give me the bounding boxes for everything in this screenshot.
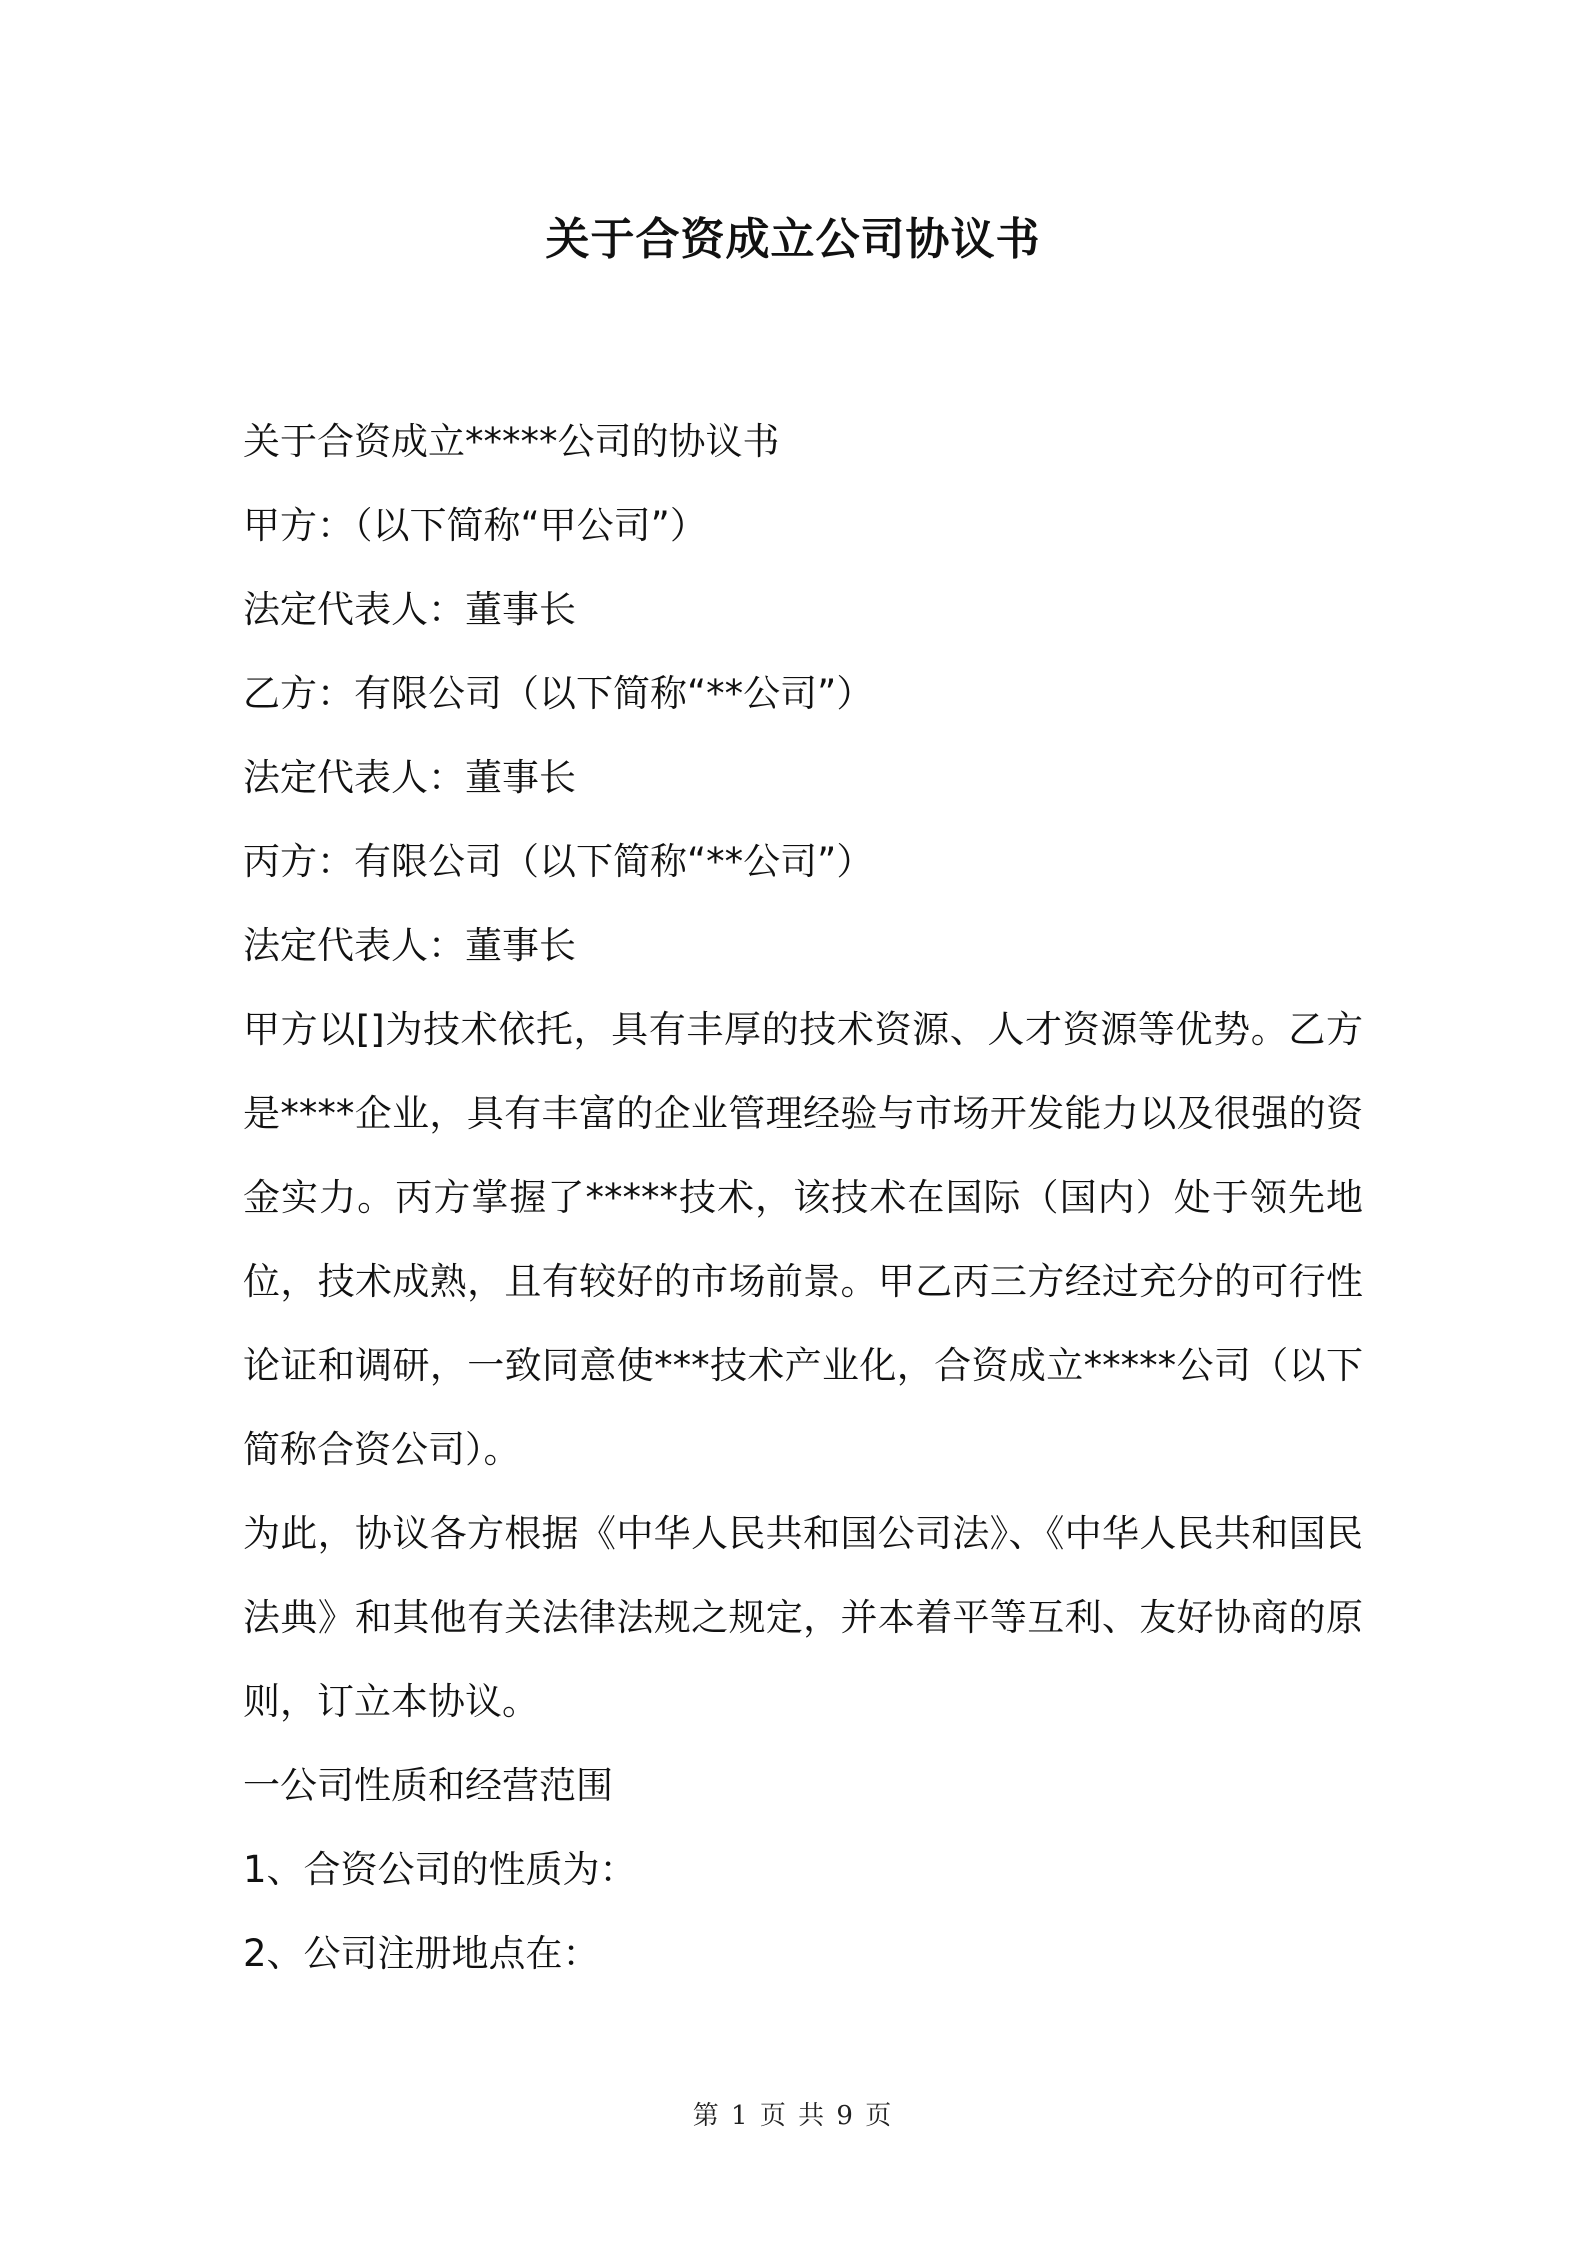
section-heading: 一公司性质和经营范围 xyxy=(243,1764,613,1807)
background-paragraph: 甲方以[]为技术依托，具有丰厚的技术资源、人才资源等优势。乙方是****企业，具有丰富的企业管理经验与市场开发能力以及很强的资金实力。丙方掌握了*****技术，该技术在国际（国内）处于领先地位，技术成熟，且有较好的市场前景。甲乙丙三方经过充分的可行性论证和调研，一致同意使***技术产业化，合资成立*****公司（以下简称合资公司）。 xyxy=(243,1008,1363,1471)
party-a-representative: 法定代表人：董事长 xyxy=(243,588,576,631)
page-number-footer: 第 1 页 共 9 页 xyxy=(692,2101,894,2131)
document-body xyxy=(243,400,1363,1996)
party-b-representative: 法定代表人：董事长 xyxy=(243,756,576,799)
party-b-line: 乙方：有限公司（以下简称“**公司”） xyxy=(243,672,874,715)
document-title: 关于合资成立公司协议书 xyxy=(545,214,1041,265)
section-item-2: 2、公司注册地点在： xyxy=(243,1932,600,1975)
legal-basis-paragraph: 为此，协议各方根据《中华人民共和国公司法》、《中华人民共和国民法典》和其他有关法律法规之规定，并本着平等互利、友好协商的原则，订立本协议。 xyxy=(243,1512,1363,1723)
section-item-1: 1、合资公司的性质为： xyxy=(243,1848,637,1891)
party-c-representative: 法定代表人：董事长 xyxy=(243,924,576,967)
party-c-line: 丙方：有限公司（以下简称“**公司”） xyxy=(243,840,874,883)
agreement-subtitle: 关于合资成立*****公司的协议书 xyxy=(243,420,780,463)
party-a-line: 甲方：（以下简称“甲公司”） xyxy=(243,504,707,547)
